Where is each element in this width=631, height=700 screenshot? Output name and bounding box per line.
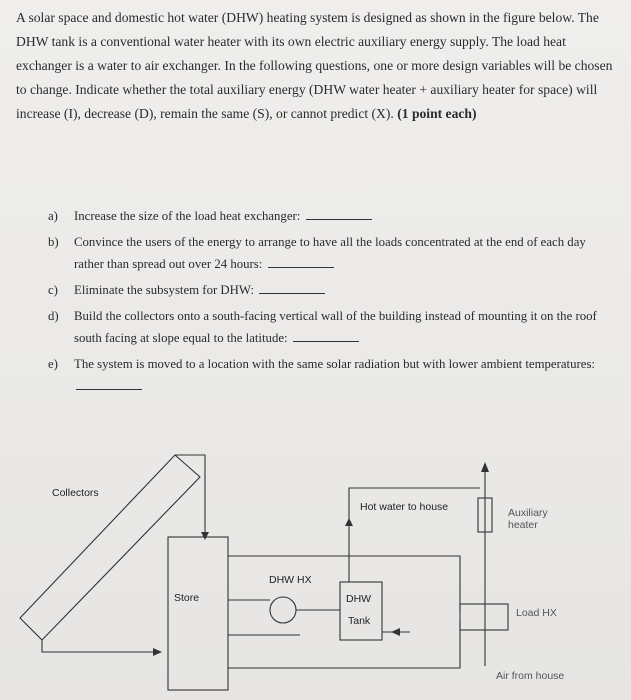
answer-blank[interactable]	[259, 292, 325, 294]
question-letter: e)	[48, 357, 58, 371]
arrow-up-icon	[481, 462, 489, 472]
dhw-label: DHW	[346, 593, 372, 605]
question-d	[48, 305, 608, 349]
arrow-left-icon	[391, 628, 400, 636]
points-note: (1 point each)	[397, 106, 477, 121]
store-label: Store	[174, 592, 200, 604]
dhw-hx-label: DHW HX	[269, 574, 312, 586]
load-hx-box	[460, 604, 508, 630]
tank-label: Tank	[348, 615, 371, 627]
question-b	[48, 231, 608, 275]
answer-blank[interactable]	[293, 340, 359, 342]
load-to-store-pipe	[228, 622, 460, 668]
question-letter: d)	[48, 309, 59, 323]
arrow-up-icon	[345, 518, 353, 526]
auxiliary-label-2: heater	[508, 519, 538, 531]
collector-supply-pipe	[175, 455, 205, 537]
question-letter: b)	[48, 235, 59, 249]
load-hx-label: Load HX	[516, 607, 557, 619]
question-text: Build the collectors onto a south-facing vertical wall of the building instead of mounting it on the roof south facing at slope equal to the latitude:	[74, 309, 597, 345]
air-from-house-label: Air from house	[496, 670, 565, 682]
question-list	[48, 205, 608, 401]
question-e	[48, 353, 608, 397]
system-diagram	[0, 440, 631, 700]
question-c	[48, 279, 608, 301]
arrow-down-icon	[201, 532, 209, 540]
question-text: Eliminate the subsystem for DHW:	[74, 283, 255, 297]
dhw-hx-coil	[270, 597, 296, 623]
collector-panel	[20, 455, 200, 640]
hot-water-label: Hot water to house	[360, 501, 449, 513]
store-to-load-pipe	[228, 556, 460, 610]
dhw-tank	[340, 582, 382, 640]
question-letter: a)	[48, 209, 58, 223]
problem-statement	[16, 6, 620, 126]
question-text: Convince the users of the energy to arrange to have all the loads concentrated at the end of each day rather than spread out over 24 hours:	[74, 235, 586, 271]
question-a	[48, 205, 608, 227]
store-tank	[168, 537, 228, 690]
answer-blank[interactable]	[306, 218, 372, 220]
collectors-label: Collectors	[52, 487, 99, 499]
question-letter: c)	[48, 283, 58, 297]
question-text: The system is moved to a location with the same solar radiation but with lower ambient temperatures:	[74, 357, 595, 371]
answer-blank[interactable]	[76, 388, 142, 390]
arrow-right-icon	[153, 648, 162, 656]
question-text: Increase the size of the load heat exchanger:	[74, 209, 301, 223]
answer-blank[interactable]	[268, 266, 334, 268]
auxiliary-label-1: Auxiliary	[508, 507, 548, 519]
intro-text: A solar space and domestic hot water (DHW) heating system is designed as shown in the figure below. The DHW tank is a conventional water heater with its own electric auxiliary energy supply. The load heat exchanger is a water to air exchanger. In the following questions, one or more design variables will be chosen to change. Indicate whether the total auxiliary energy (DHW water heater + auxiliary heater for space) will increase (I), decrease (D), remain the same (S), or cannot predict (X).	[16, 10, 613, 121]
collector-return-pipe	[42, 640, 160, 652]
